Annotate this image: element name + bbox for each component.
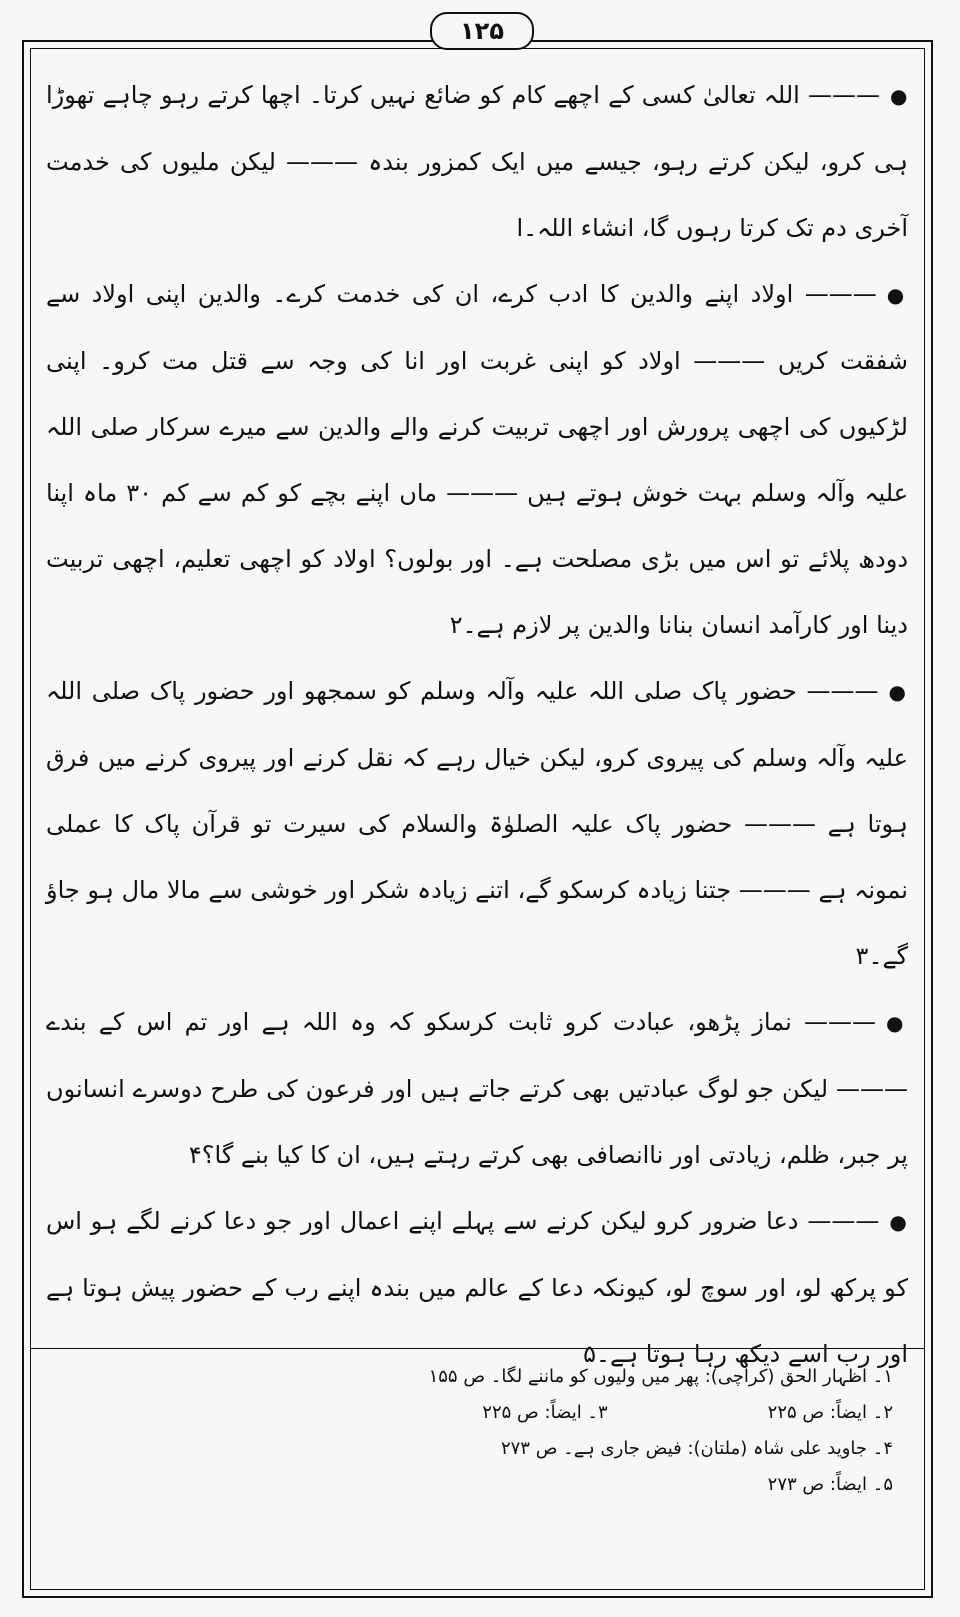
paragraph-text: ——— اولاد اپنے والدین کا ادب کرے، ان کی خدمت کرے۔ والدین اپنی اولاد سے شفقت کریں ——— اولاد کو اپنی غربت اور انا کی وجہ سے قتل مت کرو۔ اپنی لڑکیوں کی اچھی پرورش اور اچھی تربیت کرنے والے والدین سے میرے سرکار صلی اللہ علیہ وآلہ وسلم بہت خوش ہوتے ہیں ——— ماں اپنے بچے کو کم سے کم ۳۰ ماہ اپنا دودھ پلائے تو اس میں بڑی مصلحت ہے۔ اور بولوں؟ اولاد کو اچھی تعلیم، اچھی تربیت دینا اور کارآمد انسان بنانا والدین پر لازم ہے۔۲ (46, 280, 909, 639)
page-number: ۱۲۵ (430, 12, 534, 50)
paragraph-1 (46, 62, 908, 261)
footnote-2: ۲۔ ایضاً: ص ۲۲۵ (767, 1402, 893, 1423)
bullet-icon: ● (889, 1210, 909, 1234)
footnote-4: ۴۔ جاوید علی شاہ (ملتان): فیض جاری ہے۔ ص ۲۷۳ (500, 1438, 893, 1459)
paragraph-text: ——— اللہ تعالیٰ کسی کے اچھے کام کو ضائع نہیں کرتا۔ اچھا کرتے رہو چاہے تھوڑا ہی کرو، لیکن کرتے رہو، جیسے میں ایک کمزور بندہ ——— لیکن ملیوں کی خدمت آخری دم تک کرتا رہوں گا، انشاء اللہ۔ا (46, 81, 908, 242)
bullet-icon: ● (888, 680, 909, 704)
bullet-icon: ● (886, 283, 909, 307)
paragraph-text: ——— دعا ضرور کرو لیکن کرنے سے پہلے اپنے اعمال اور جو دعا کرنے لگے ہو اس کو پرکھ لو، اور سوچ لو، کیونکہ دعا کے عالم میں بندہ اپنے رب کے حضور پیش ہوتا ہے اور رب اسے دیکھ رہا ہوتا ہے۔۵ (46, 1207, 908, 1368)
footnotes (30, 1348, 925, 1503)
paragraph-text: ——— نماز پڑھو، عبادت کرو ثابت کرسکو کہ وہ اللہ ہے اور تم اس کے بندے ——— لیکن جو لوگ عبادتیں بھی کرتے جاتے ہیں اور فرعون کی طرح دوسرے انسانوں پر جبر، ظلم، زیادتی اور ناانصافی بھی کرتے رہتے ہیں، ان کا کیا بنے گا؟۴ (46, 1008, 908, 1169)
paragraph-4 (46, 989, 908, 1188)
paragraph-2 (46, 261, 908, 658)
footnote-5: ۵۔ ایضاً: ص ۲۷۳ (767, 1474, 893, 1495)
paragraph-text: ——— حضور پاک صلی اللہ علیہ وآلہ وسلم کو سمجھو اور حضور پاک صلی اللہ علیہ وآلہ وسلم کی پیروی کرو، لیکن خیال رہے کہ نقل کرنے اور پیروی کرنے میں فرق ہوتا ہے ——— حضور پاک علیہ الصلوٰۃ والسلام کی سیرت تو قرآن پاک کا عملی نمونہ ہے ——— جتنا زیادہ کرسکو گے، اتنے زیادہ شکر اور خوشی سے مالا مال ہو جاؤ گے۔۳ (46, 677, 908, 970)
paragraph-3 (46, 658, 908, 989)
footnote-3: ۳۔ ایضاً: ص ۲۲۵ (482, 1402, 608, 1423)
footnote-row (50, 1395, 893, 1431)
bullet-icon: ● (890, 84, 908, 108)
main-text (46, 62, 908, 1387)
bullet-icon: ● (885, 1011, 909, 1035)
footnote-1: ۱۔ اظہار الحق (کراچی): پھر میں ولیوں کو ماننے لگا۔ ص ۱۵۵ (428, 1366, 893, 1387)
